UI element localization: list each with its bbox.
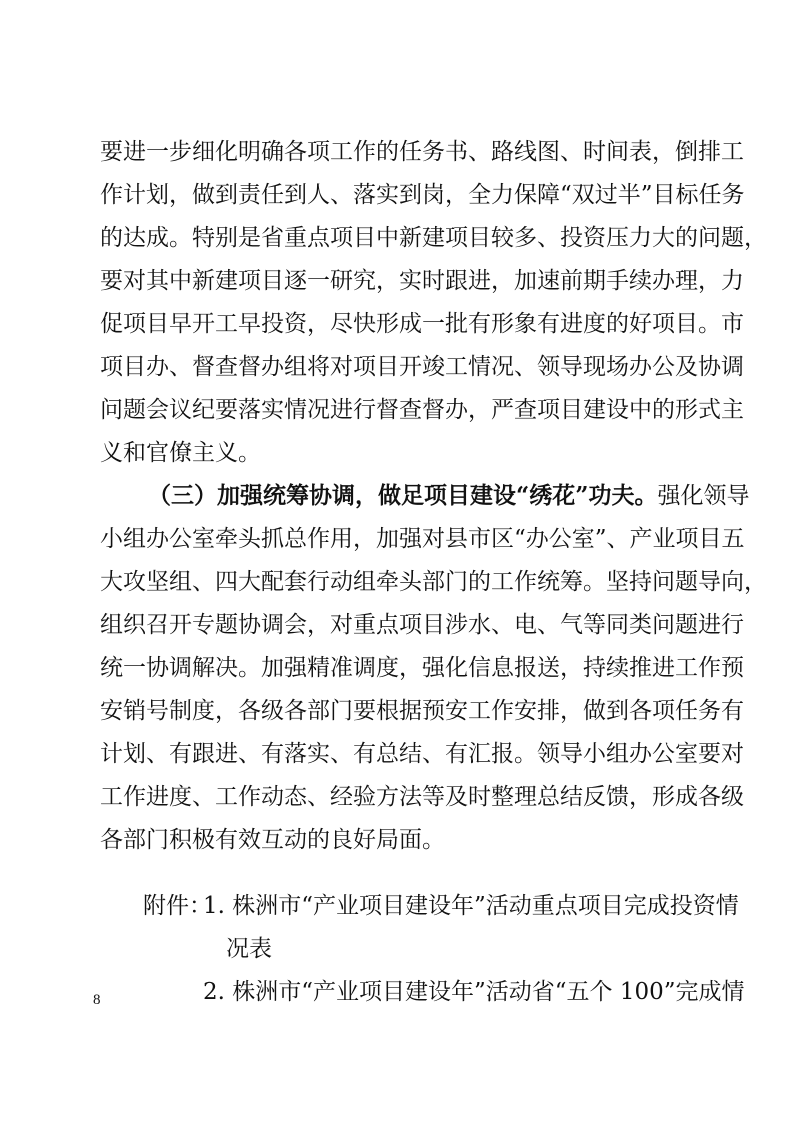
body-text-line: 义和官僚主义。 (100, 440, 261, 466)
body-text-line: 问题会议纪要落实情况进行督查督办，严查项目建设中的形式主 (100, 397, 744, 423)
page-number: 8 (93, 992, 101, 1008)
body-text-line: 促项目早开工早投资，尽快形成一批有形象有进度的好项目。市 (100, 311, 744, 337)
body-text-line: 计划、有跟进、有落实、有总结、有汇报。领导小组办公室要对 (100, 741, 744, 767)
attachment-item-continuation: 况表 (226, 936, 272, 962)
attachment-label: 附件： (143, 893, 212, 919)
body-text: 强化领导 (657, 483, 750, 509)
body-text-line: 小组办公室牵头抓总作用，加强对县市区“办公室”、产业项目五 (100, 526, 745, 552)
body-text-line: 作计划，做到责任到人、落实到岗，全力保障“双过半”目标任务 (100, 182, 745, 208)
body-text-line: 各部门积极有效互动的良好局面。 (100, 827, 445, 853)
body-text-line: 大攻坚组、四大配套行动组牵头部门的工作统筹。坚持问题导向， (100, 569, 767, 595)
attachment-item: 2. 株洲市“产业项目建设年”活动省“五个 100”完成情 (203, 979, 745, 1005)
body-text-line: 要进一步细化明确各项工作的任务书、路线图、时间表，倒排工 (100, 139, 744, 165)
body-text-line: 组织召开专题协调会，对重点项目涉水、电、气等同类问题进行 (100, 612, 744, 638)
body-text-line: 统一协调解决。加强精准调度，强化信息报送，持续推进工作预 (100, 655, 744, 681)
body-text-line: 要对其中新建项目逐一研究，实时跟进，加速前期手续办理，力 (100, 268, 744, 294)
attachment-item: 1. 株洲市“产业项目建设年”活动重点项目完成投资情 (203, 893, 739, 919)
body-text-line: 的达成。特别是省重点项目中新建项目较多、投资压力大的问题， (100, 225, 767, 251)
body-text-line: 安销号制度，各级各部门要根据预安工作安排，做到各项任务有 (100, 698, 744, 724)
section-heading: （三）加强统筹协调，做足项目建设“绣花”功夫。 (148, 482, 658, 509)
body-text-line: 工作进度、工作动态、经验方法等及时整理总结反馈，形成各级 (100, 784, 744, 810)
section-heading-line (148, 479, 750, 513)
body-text-line: 项目办、督查督办组将对项目开竣工情况、领导现场办公及协调 (100, 354, 744, 380)
